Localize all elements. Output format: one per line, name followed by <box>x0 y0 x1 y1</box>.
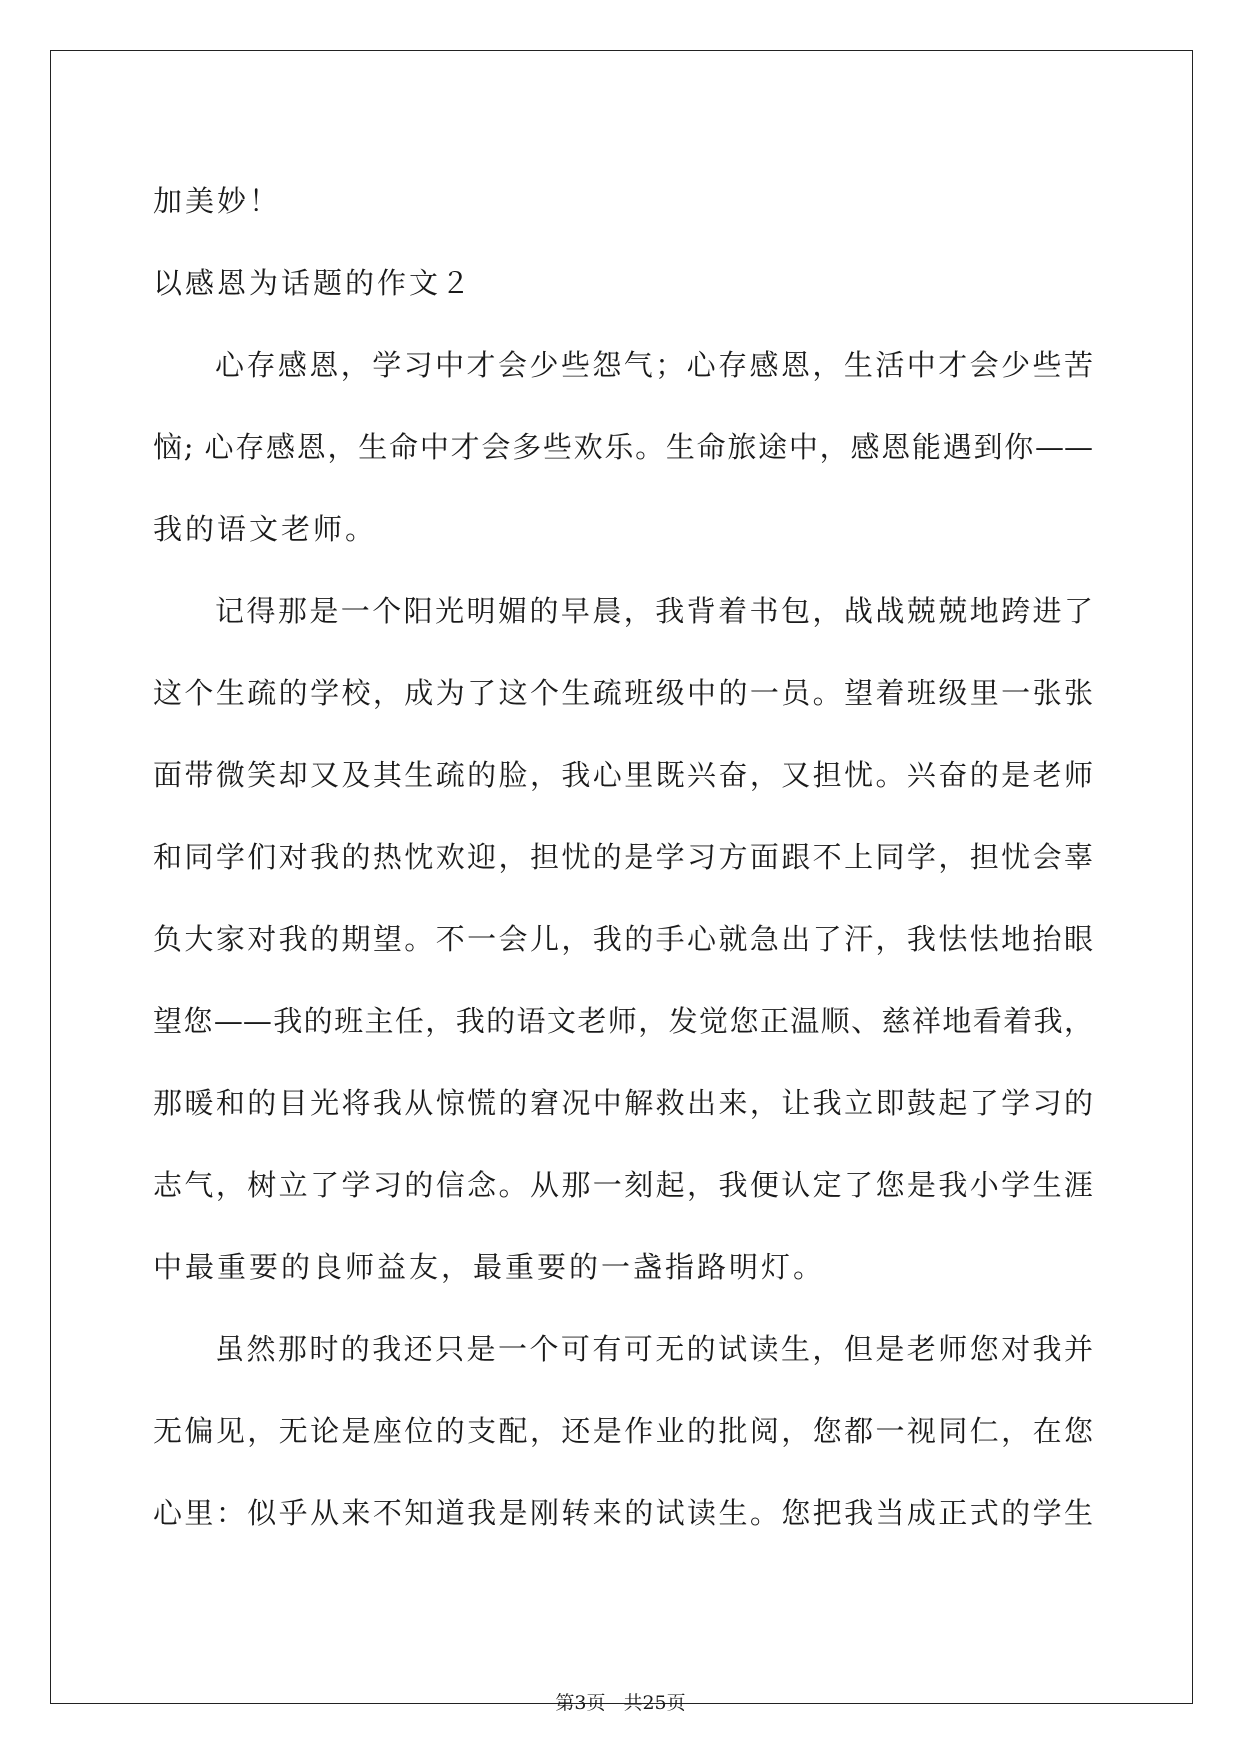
text-line: 这个生疏的学校，成为了这个生疏班级中的一员。望着班级里一张张 <box>153 676 1093 710</box>
text-line: 望您——我的班主任，我的语文老师，发觉您正温顺、慈祥地看着我， <box>153 1004 1093 1038</box>
text-line: 心存感恩，学习中才会少些怨气；心存感恩，生活中才会少些苦 <box>215 348 1093 382</box>
text-line: 虽然那时的我还只是一个可有可无的试读生，但是老师您对我并 <box>215 1332 1093 1366</box>
text-line: 中最重要的良师益友，最重要的一盏指路明灯。 <box>153 1250 826 1284</box>
text-line: 记得那是一个阳光明媚的早晨，我背着书包，战战兢兢地跨进了 <box>215 594 1093 628</box>
text-line: 那暖和的目光将我从惊慌的窘况中解救出来，让我立即鼓起了学习的 <box>153 1086 1093 1120</box>
text-line: 我的语文老师。 <box>153 512 378 546</box>
document-body <box>153 160 1093 1554</box>
text-line: 负大家对我的期望。不一会儿，我的手心就急出了汗，我怯怯地抬眼 <box>153 922 1093 956</box>
text-line: 面带微笑却又及其生疏的脸，我心里既兴奋，又担忧。兴奋的是老师 <box>153 758 1093 792</box>
text-line: 无偏见，无论是座位的支配，还是作业的批阅，您都一视同仁，在您 <box>153 1414 1093 1448</box>
page-footer <box>0 1690 1241 1716</box>
text-line: 加美妙！ <box>153 184 282 218</box>
text-line: 恼; 心存感恩，生命中才会多些欢乐。生命旅途中，感恩能遇到你—— <box>153 430 1093 464</box>
page-total: 共25页 <box>623 1692 686 1714</box>
text-line: 和同学们对我的热忱欢迎，担忧的是学习方面跟不上同学，担忧会辜 <box>153 840 1093 874</box>
text-line: 志气，树立了学习的信念。从那一刻起，我便认定了您是我小学生涯 <box>153 1168 1093 1202</box>
text-line: 心里：似乎从来不知道我是刚转来的试读生。您把我当成正式的学生 <box>153 1496 1093 1530</box>
page-number: 第3页 <box>555 1692 606 1714</box>
essay-title: 以感恩为话题的作文２ <box>153 266 474 300</box>
